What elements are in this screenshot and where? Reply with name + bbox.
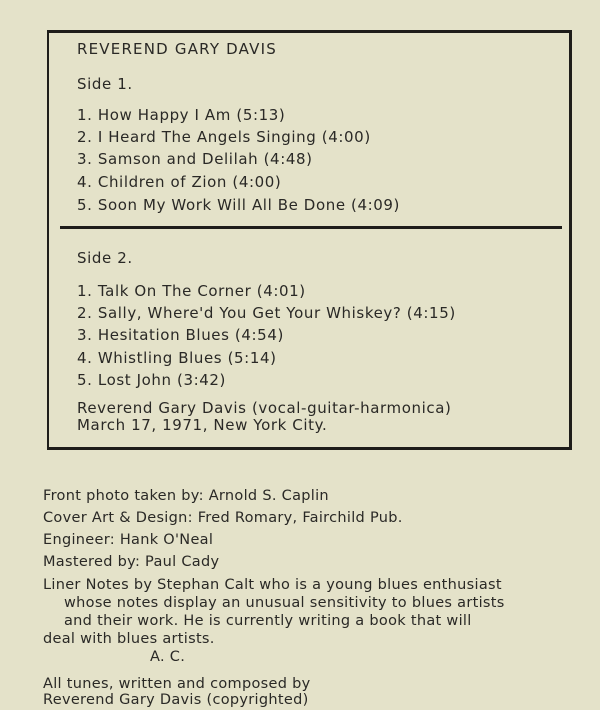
side2-track: 4. Whistling Blues (5:14) xyxy=(77,349,277,367)
side1-track: 1. How Happy I Am (5:13) xyxy=(77,106,286,124)
side2-label: Side 2. xyxy=(77,249,133,267)
tunes-credit-line: All tunes, written and composed by xyxy=(43,676,311,692)
liner-notes-line: Liner Notes by Stephan Calt who is a young blues enthusiast xyxy=(43,577,502,593)
side2-track: 2. Sally, Where'd You Get Your Whiskey? (4:15) xyxy=(77,304,456,322)
engineer-credit: Engineer: Hank O'Neal xyxy=(43,532,214,548)
side1-track: 4. Children of Zion (4:00) xyxy=(77,173,282,191)
liner-notes-line: deal with blues artists. xyxy=(43,631,215,647)
liner-notes-line: whose notes display an unusual sensitivity to blues artists xyxy=(64,595,505,611)
mastered-credit: Mastered by: Paul Cady xyxy=(43,554,220,570)
recording-line: March 17, 1971, New York City. xyxy=(77,416,328,434)
side2-track: 1. Talk On The Corner (4:01) xyxy=(77,282,306,300)
cover-credit: Cover Art & Design: Fred Romary, Fairchild Pub. xyxy=(43,510,403,526)
side1-track: 5. Soon My Work Will All Be Done (4:09) xyxy=(77,196,401,214)
photo-credit: Front photo taken by: Arnold S. Caplin xyxy=(43,488,329,504)
side1-label: Side 1. xyxy=(77,75,133,93)
side2-track: 3. Hesitation Blues (4:54) xyxy=(77,326,284,344)
artist-title: REVEREND GARY DAVIS xyxy=(77,40,277,58)
tunes-credit-line: Reverend Gary Davis (copyrighted) xyxy=(43,692,309,708)
performer-line: Reverend Gary Davis (vocal-guitar-harmonica) xyxy=(77,399,452,417)
liner-notes-line: and their work. He is currently writing a book that will xyxy=(64,613,472,629)
side1-track: 3. Samson and Delilah (4:48) xyxy=(77,150,313,168)
liner-notes-signature: A. C. xyxy=(150,649,186,665)
side2-track: 5. Lost John (3:42) xyxy=(77,371,226,389)
side-divider xyxy=(60,226,562,229)
side1-track: 2. I Heard The Angels Singing (4:00) xyxy=(77,128,371,146)
